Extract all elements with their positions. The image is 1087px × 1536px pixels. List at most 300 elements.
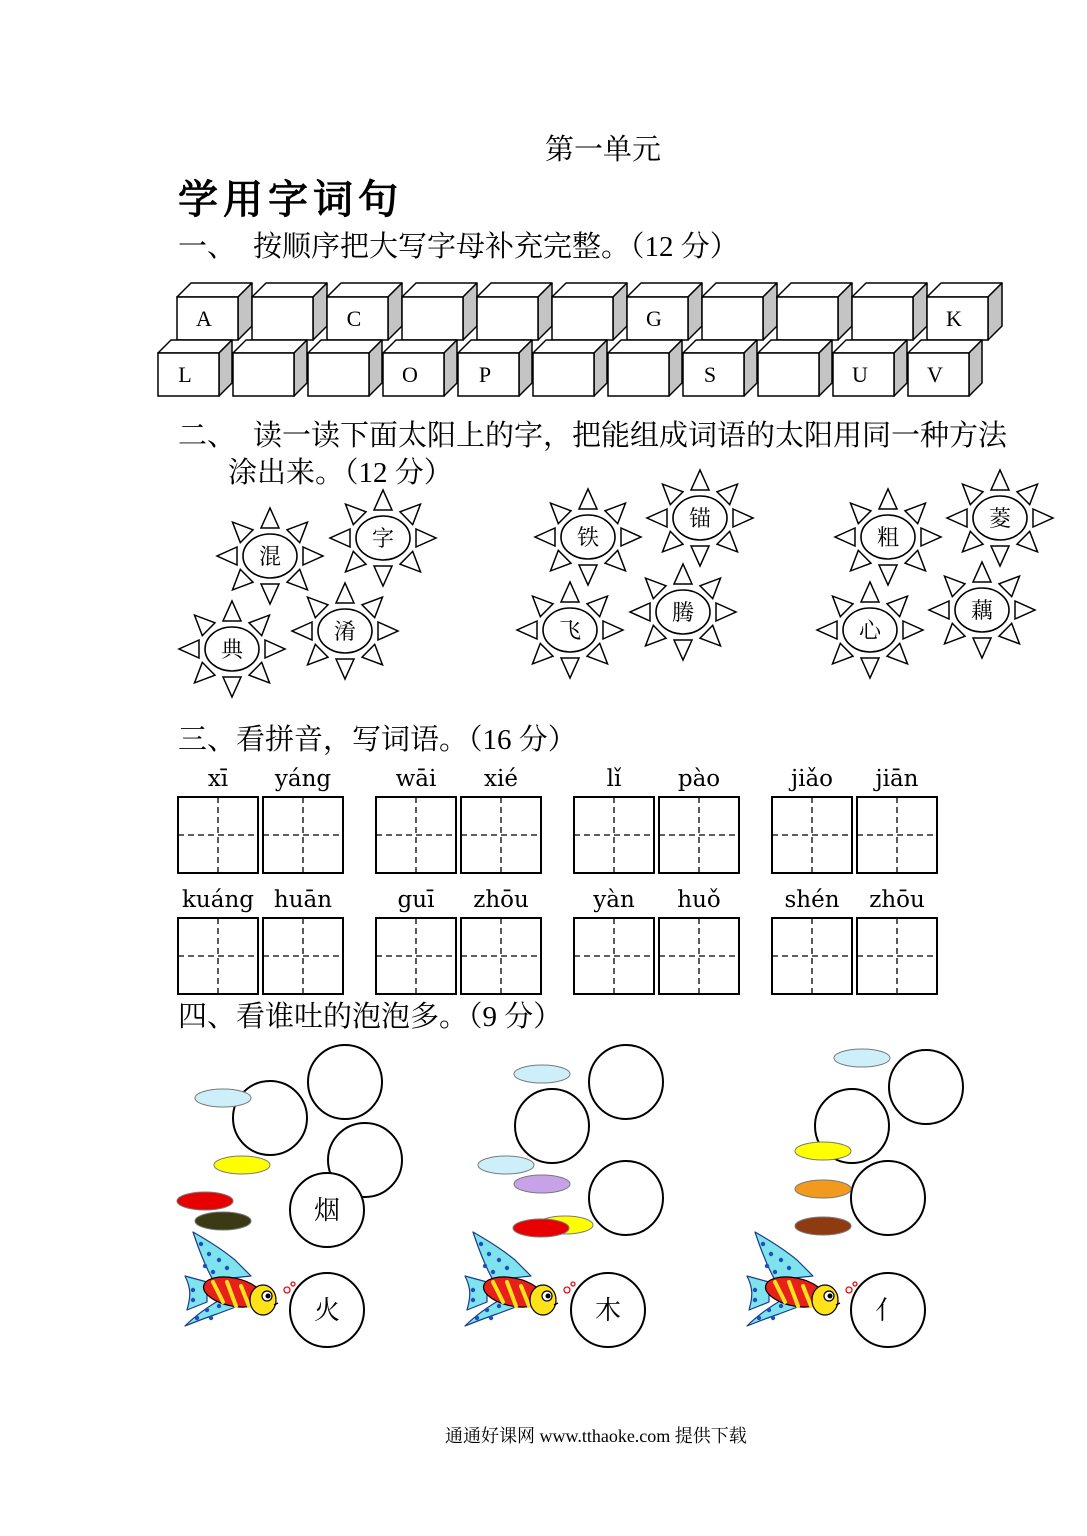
fish-fin-spot (787, 1266, 791, 1270)
blank-bubble (589, 1161, 663, 1235)
sun-character: 淆 (333, 619, 357, 644)
fish-fin-spot (217, 1304, 221, 1308)
bubble-group-3 (747, 1049, 963, 1347)
sun-ray (717, 484, 738, 505)
sun-ray (700, 578, 721, 599)
sun-ray (217, 547, 237, 565)
fish-fin-spot (207, 1252, 211, 1256)
fish-fin-spot (765, 1264, 769, 1268)
fish-fin-spot (497, 1258, 501, 1262)
sun (929, 562, 1035, 658)
tianzige-box (857, 918, 937, 994)
fish-fin-spot (489, 1316, 493, 1320)
fish-fin-spot (767, 1308, 771, 1312)
colored-pebble (514, 1065, 570, 1083)
sun-ray (308, 597, 329, 618)
fish-fin-spot (471, 1298, 475, 1302)
fish-fin-spot (753, 1288, 757, 1292)
sun-ray (378, 622, 398, 640)
sun-ray (561, 582, 579, 602)
letter-box (908, 340, 982, 396)
blank-letter-box (852, 283, 927, 340)
sun (330, 490, 436, 586)
fish-fin-spot (769, 1252, 773, 1256)
letter-box-letter: G (646, 306, 662, 331)
letter-row-1 (177, 283, 1002, 340)
tianzige-box (772, 797, 852, 873)
sun-ray (905, 503, 926, 523)
letter-box (458, 340, 532, 396)
sun-character: 飞 (558, 618, 582, 643)
letter-box-letter: C (346, 306, 362, 331)
pinyin-label: lǐ (606, 766, 622, 792)
tianzige-box (178, 797, 258, 873)
sun-ray (630, 603, 650, 621)
sun-ray (261, 508, 279, 528)
colored-pebble (513, 1219, 569, 1237)
blank-bubble (589, 1045, 663, 1119)
sun-ray (716, 603, 736, 621)
fish-pupil (266, 1294, 271, 1299)
blank-letter-box (252, 283, 327, 340)
question-3-prompt: 三、看拼音，写词语。（16 分） (178, 724, 577, 756)
blank-bubble (851, 1161, 925, 1235)
sun-ray (929, 601, 949, 619)
letter-box-front-face (777, 297, 838, 340)
fish-fin-spot (211, 1270, 215, 1274)
sun-ray (861, 582, 879, 602)
colored-pebble (195, 1212, 251, 1230)
fish-fin-spot (479, 1242, 483, 1246)
sun-ray (287, 569, 308, 590)
pinyin-label: guī (397, 887, 435, 913)
bubble-circle (851, 1161, 925, 1235)
pinyin-label: shén (784, 887, 840, 913)
letter-box-front-face (552, 297, 613, 340)
tianzige-box (178, 918, 258, 994)
sun-ray (663, 484, 684, 505)
unit-title: 第一单元 (545, 134, 662, 166)
fish-fin-spot (505, 1266, 509, 1270)
tianzige-box (659, 918, 739, 994)
fish-fin-spot (779, 1304, 783, 1308)
question-1-number: 一、 (178, 231, 237, 263)
sun-ray (945, 623, 966, 644)
pinyin-label: xié (484, 766, 518, 792)
sun-ray (817, 621, 837, 639)
sun-ray (833, 596, 854, 617)
sun-ray (663, 531, 684, 552)
sun-ray (1017, 531, 1038, 552)
sun-ray (561, 658, 579, 678)
sun-ray (195, 615, 216, 636)
sun-ray (947, 509, 967, 527)
sun-character: 菱 (988, 506, 1012, 531)
sun-ray (579, 565, 597, 585)
fish-fin-spot (203, 1264, 207, 1268)
pinyin-label: huān (273, 887, 333, 913)
question-4-prompt: 四、看谁吐的泡泡多。（9 分） (178, 1001, 563, 1033)
fish-fin-spot (209, 1316, 213, 1320)
sun-ray (249, 615, 270, 636)
sun-character: 粗 (876, 525, 900, 550)
sun-ray (963, 484, 984, 505)
letter-box-front-face (252, 297, 313, 340)
sun-ray (691, 546, 709, 566)
question-2-prompt-line-1: 读一读下面太阳上的字，把能组成词语的太阳用同一种方法 (253, 420, 1008, 452)
sun-ray (621, 528, 641, 546)
sun-ray (1015, 601, 1035, 619)
root-character: 亻 (874, 1296, 902, 1325)
fish-tail (185, 1276, 207, 1310)
blank-letter-box (608, 340, 682, 396)
letter-box-letter: O (402, 362, 418, 387)
sun-ray (416, 529, 436, 547)
letter-row-2 (158, 340, 982, 396)
bubble-circle (889, 1050, 963, 1124)
letter-box-letter: P (478, 362, 492, 387)
pinyin-row-2 (178, 887, 937, 994)
sun-ray (991, 470, 1009, 490)
letter-box-letter: A (196, 306, 212, 331)
sun-ray (879, 565, 897, 585)
fish-fin-spot (195, 1316, 199, 1320)
sun-ray (851, 550, 872, 571)
sun-ray (605, 503, 626, 523)
tianzige-box (263, 797, 343, 873)
sun-ray (887, 643, 908, 664)
letter-box-front-face (533, 353, 594, 396)
sun-group-1 (179, 490, 436, 697)
colored-pebble (514, 1175, 570, 1193)
tianzige-box (376, 918, 456, 994)
sun-ray (905, 550, 926, 571)
word-writing-pair (376, 887, 541, 994)
sun-character: 铁 (576, 525, 600, 550)
sun-ray (362, 597, 383, 618)
sun-ray (533, 643, 554, 664)
fish-fin-spot (773, 1270, 777, 1274)
sun-ray (991, 546, 1009, 566)
mouth-bubble (564, 1287, 570, 1293)
tianzige-box (461, 918, 541, 994)
fish-fin-spot (485, 1308, 489, 1312)
sun-ray (851, 503, 872, 523)
sun-ray (346, 504, 367, 524)
fish-fin-spot (491, 1270, 495, 1274)
fish-tail (465, 1276, 487, 1310)
sun-ray (646, 578, 667, 599)
letter-box (927, 283, 1002, 340)
sun-ray (587, 596, 608, 617)
sun-ray (223, 601, 241, 621)
sun (179, 601, 285, 697)
bubble-circle (515, 1089, 589, 1163)
letter-box-front-face (233, 353, 294, 396)
bubble-character: 烟 (313, 1196, 341, 1225)
colored-pebble (478, 1156, 534, 1174)
sun-ray (292, 622, 312, 640)
sun-ray (647, 509, 667, 527)
letter-box-letter: K (946, 306, 962, 331)
sun-group-2 (517, 470, 753, 678)
word-writing-pair (178, 766, 343, 873)
word-writing-pair (376, 766, 541, 873)
fish-fin-spot (757, 1316, 761, 1320)
mouth-bubble (853, 1282, 857, 1286)
given-word-bubble (290, 1173, 364, 1247)
letter-box-front-face (608, 353, 669, 396)
sun-ray (835, 528, 855, 546)
root-character: 木 (594, 1296, 622, 1325)
fish-head (812, 1285, 838, 1315)
sun-ray (330, 529, 350, 547)
tianzige-box (857, 797, 937, 873)
bubble-group-2 (465, 1045, 663, 1347)
blank-bubble (308, 1045, 382, 1119)
pinyin-label: pào (677, 766, 721, 792)
fish-illustration (185, 1232, 295, 1326)
tianzige-box (659, 797, 739, 873)
tianzige-box (574, 918, 654, 994)
sun (292, 583, 398, 679)
sun-ray (700, 625, 721, 646)
pinyin-label: yàn (593, 887, 635, 913)
colored-pebble (795, 1217, 851, 1235)
pinyin-row-1 (178, 766, 937, 873)
sun-ray (533, 596, 554, 617)
sun-ray (551, 503, 572, 523)
sun-character: 腾 (671, 600, 695, 625)
sun-ray (303, 547, 323, 565)
sun-ray (903, 621, 923, 639)
sun-ray (261, 584, 279, 604)
root-character: 火 (313, 1296, 341, 1325)
fish-tail (747, 1276, 769, 1310)
tianzige-box (263, 918, 343, 994)
sun-ray (587, 643, 608, 664)
sun-ray (195, 662, 216, 683)
blank-letter-box (777, 283, 852, 340)
blank-letter-box (533, 340, 607, 396)
letter-box (683, 340, 757, 396)
sun (835, 489, 941, 585)
sun-ray (287, 522, 308, 543)
word-writing-pair (574, 887, 739, 994)
pinyin-label: jiǎo (790, 766, 834, 792)
sun-ray (535, 528, 555, 546)
question-2-prompt-line-2: 涂出来。（12 分） (228, 457, 453, 489)
fish-illustration (747, 1232, 857, 1326)
pinyin-label: zhōu (473, 887, 529, 913)
sun-ray (1017, 484, 1038, 505)
sun-ray (887, 596, 908, 617)
sun-ray (223, 677, 241, 697)
blank-letter-box (552, 283, 627, 340)
blank-letter-box (702, 283, 777, 340)
fish-dorsal-fin (755, 1232, 813, 1280)
sun-character: 心 (858, 618, 882, 643)
sun-ray (579, 489, 597, 509)
colored-pebble (177, 1192, 233, 1210)
sun-character: 典 (220, 637, 244, 662)
blank-letter-box (308, 340, 382, 396)
fish-head (250, 1285, 276, 1315)
sun-ray (517, 621, 537, 639)
tianzige-box (461, 797, 541, 873)
sun-ray (921, 528, 941, 546)
sun (535, 489, 641, 585)
sun-group-3 (817, 470, 1053, 678)
word-writing-pair (178, 887, 343, 994)
root-character-bubble (571, 1273, 645, 1347)
letter-box-front-face (402, 297, 463, 340)
sun-ray (1033, 509, 1053, 527)
sun-ray (400, 504, 421, 524)
fish-illustration (465, 1232, 575, 1326)
bubble-circle (589, 1161, 663, 1235)
bubble-group-1 (177, 1045, 402, 1347)
pinyin-label: huǒ (677, 887, 721, 913)
word-writing-pair (772, 766, 937, 873)
sun-character: 锚 (688, 506, 712, 531)
fish-pupil (828, 1294, 833, 1299)
letter-box-letter: V (927, 362, 943, 387)
sun-ray (945, 576, 966, 597)
blank-letter-box (477, 283, 552, 340)
fish-fin-spot (753, 1298, 757, 1302)
sun-ray (336, 583, 354, 603)
question-2-number: 二、 (178, 420, 237, 452)
sun-ray (233, 569, 254, 590)
pinyin-label: yáng (274, 766, 332, 792)
fish-fin-spot (217, 1258, 221, 1262)
sun-ray (691, 470, 709, 490)
sun-ray (603, 621, 623, 639)
letter-box-letter: U (852, 362, 868, 387)
pinyin-label: zhōu (869, 887, 925, 913)
letter-box-front-face (758, 353, 819, 396)
word-writing-pair (574, 766, 739, 873)
sun-ray (308, 644, 329, 665)
fish-head (530, 1285, 556, 1315)
sun-ray (999, 623, 1020, 644)
fish-fin-spot (471, 1288, 475, 1292)
fish-fin-spot (497, 1304, 501, 1308)
colored-pebble (195, 1089, 251, 1107)
colored-pebble (214, 1156, 270, 1174)
sun-ray (646, 625, 667, 646)
sun-ray (833, 643, 854, 664)
letter-box (327, 283, 402, 340)
sun-ray (963, 531, 984, 552)
sun-ray (973, 638, 991, 658)
fish-fin-spot (761, 1242, 765, 1246)
fish-fin-spot (199, 1242, 203, 1246)
letter-box-front-face (852, 297, 913, 340)
blank-letter-box (758, 340, 832, 396)
letter-box-front-face (308, 353, 369, 396)
blank-bubble (515, 1089, 589, 1163)
sun-ray (605, 550, 626, 571)
sun (817, 582, 923, 678)
mouth-bubble (571, 1282, 575, 1286)
sun (947, 470, 1053, 566)
sun-ray (400, 551, 421, 572)
sun-ray (249, 662, 270, 683)
sun-ray (374, 566, 392, 586)
pinyin-label: jiān (875, 766, 919, 792)
letter-box (627, 283, 702, 340)
section-heading: 学用字词句 (178, 177, 403, 223)
sun (647, 470, 753, 566)
sun (517, 582, 623, 678)
question-1-prompt: 按顺序把大写字母补充完整。（12 分） (253, 231, 739, 263)
root-character-bubble (290, 1273, 364, 1347)
sun-ray (999, 576, 1020, 597)
fish-fin-spot (191, 1288, 195, 1292)
word-writing-pair (772, 887, 937, 994)
fish-fin-spot (771, 1316, 775, 1320)
sun-character: 混 (258, 544, 282, 569)
sun-ray (717, 531, 738, 552)
tianzige-box (772, 918, 852, 994)
sun-ray (973, 562, 991, 582)
letter-box-letter: L (178, 362, 192, 387)
fish-fin-spot (475, 1316, 479, 1320)
sun (217, 508, 323, 604)
colored-pebble (834, 1049, 890, 1067)
letter-box-front-face (477, 297, 538, 340)
blank-letter-box (402, 283, 477, 340)
pinyin-label: kuáng (182, 887, 254, 913)
fish-fin-spot (779, 1258, 783, 1262)
colored-pebble (795, 1180, 851, 1198)
sun-ray (346, 551, 367, 572)
sun-ray (861, 658, 879, 678)
blank-letter-box (233, 340, 307, 396)
sun-ray (674, 640, 692, 660)
sun-ray (374, 490, 392, 510)
sun-ray (336, 659, 354, 679)
letter-box (833, 340, 907, 396)
letter-box (177, 283, 252, 340)
fish-pupil (546, 1294, 551, 1299)
sun-ray (362, 644, 383, 665)
fish-dorsal-fin (473, 1232, 531, 1280)
sun (630, 564, 736, 660)
fish-fin-spot (225, 1266, 229, 1270)
pinyin-label: wāi (395, 766, 437, 792)
fish-fin-spot (483, 1264, 487, 1268)
blank-bubble (889, 1050, 963, 1124)
sun-character: 字 (371, 526, 395, 551)
sun-ray (674, 564, 692, 584)
mouth-bubble (291, 1282, 295, 1286)
fish-fin-spot (205, 1308, 209, 1312)
sun-ray (233, 522, 254, 543)
sun-ray (551, 550, 572, 571)
mouth-bubble (846, 1287, 852, 1293)
letter-box-letter: S (703, 362, 717, 387)
footer-source-note: 通通好课网 www.tthaoke.com 提供下载 (445, 1426, 747, 1446)
letter-box-front-face (702, 297, 763, 340)
pinyin-label: xī (207, 766, 229, 792)
sun-ray (265, 640, 285, 658)
fish-fin-spot (191, 1298, 195, 1302)
fish-fin-spot (487, 1252, 491, 1256)
letter-box (383, 340, 457, 396)
